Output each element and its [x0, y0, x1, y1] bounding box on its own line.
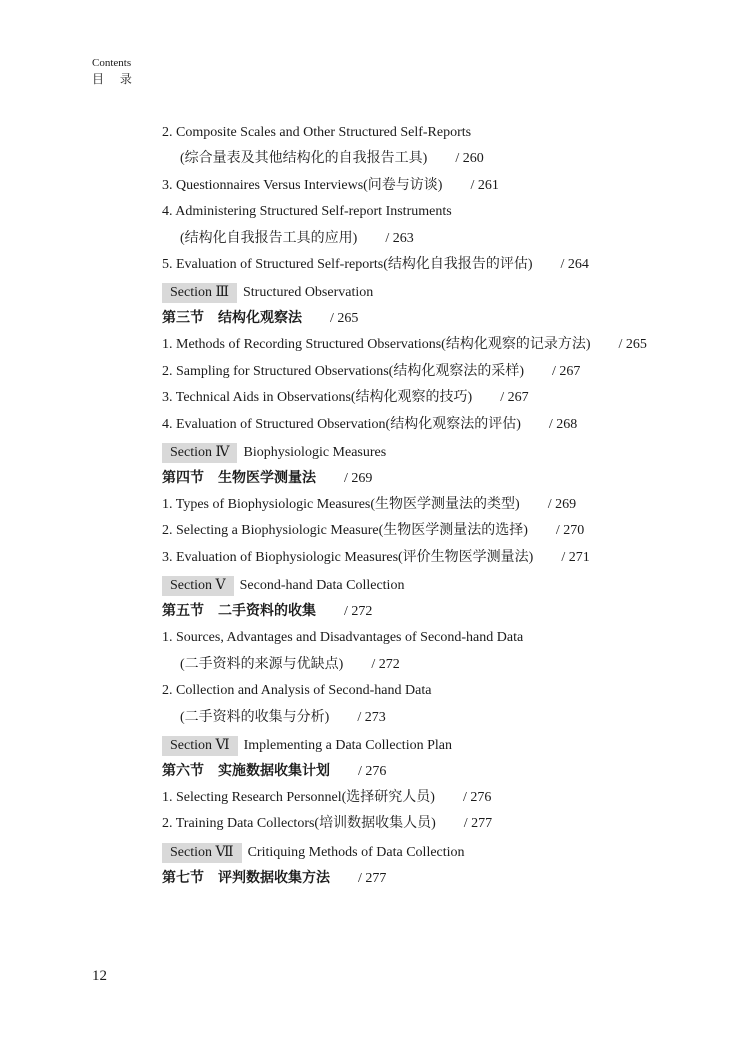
- chapter-heading: [162, 466, 672, 492]
- page-ref: / 267: [552, 363, 581, 379]
- chapter-title: 结构化观察法: [218, 311, 302, 327]
- page-ref: / 277: [358, 870, 387, 886]
- page-number: 12: [92, 968, 107, 984]
- running-head: [92, 56, 138, 88]
- toc-item-text: 3. Questionnaires Versus Interviews(问卷与访谈): [162, 177, 443, 193]
- chapter-heading: [162, 759, 672, 785]
- toc-item-text: 2. Collection and Analysis of Second-hand Data: [162, 683, 432, 699]
- section-badge: Section Ⅴ: [162, 576, 234, 596]
- page-ref: / 270: [555, 523, 585, 539]
- toc-item: [162, 625, 672, 651]
- toc-item: [162, 785, 672, 811]
- page-ref: / 260: [455, 151, 484, 167]
- section-title: Structured Observation: [243, 285, 374, 301]
- page-ref: / 272: [371, 656, 400, 672]
- toc-item: [162, 545, 672, 571]
- chapter-title: 生物医学测量法: [218, 471, 316, 487]
- toc-item-text: 3. Technical Aids in Observations(结构化观察的技巧): [162, 390, 473, 406]
- section-title: Critiquing Methods of Data Collection: [247, 844, 465, 860]
- toc-item-text: 4. Administering Structured Self-report Instruments: [162, 204, 452, 220]
- chapter-number: 第五节: [162, 604, 204, 620]
- page-ref: / 263: [385, 230, 414, 246]
- running-head-chinese: 目 录: [92, 72, 138, 86]
- toc-item: [162, 385, 672, 411]
- page-ref: / 269: [547, 497, 577, 513]
- page-ref: / 272: [344, 604, 373, 620]
- section-title: Biophysiologic Measures: [243, 445, 387, 461]
- section-badge: Section Ⅵ: [162, 736, 238, 756]
- page-ref: / 277: [463, 816, 493, 832]
- toc-item: [162, 199, 672, 225]
- toc-item-text: 4. Evaluation of Structured Observation(结构化观察法的评估): [162, 416, 521, 432]
- section-badge: Section Ⅲ: [162, 283, 237, 303]
- toc-item-text: (综合量表及其他结构化的自我报告工具): [180, 151, 428, 167]
- page-ref: / 276: [462, 789, 492, 805]
- page-ref: / 271: [561, 549, 590, 565]
- page-ref: / 276: [358, 763, 387, 779]
- toc-item-continuation: [162, 226, 672, 252]
- toc-item-continuation: [162, 705, 672, 731]
- page-ref: / 269: [344, 471, 373, 487]
- chapter-heading: [162, 599, 672, 625]
- section-heading: [162, 733, 672, 759]
- chapter-number: 第六节: [162, 763, 204, 779]
- chapter-number: 第七节: [162, 870, 204, 886]
- toc-item: [162, 678, 672, 704]
- toc-item: [162, 811, 672, 837]
- toc-item: [162, 252, 672, 278]
- toc-item-text: 1. Methods of Recording Structured Observations(结构化观察的记录方法): [162, 337, 591, 353]
- table-of-contents: [162, 120, 672, 892]
- section-heading: [162, 840, 672, 866]
- toc-item-text: (二手资料的收集与分析): [180, 709, 330, 725]
- toc-item-continuation: [162, 146, 672, 172]
- toc-item-text: 2. Sampling for Structured Observations(结构化观察法的采样): [162, 363, 525, 379]
- page-ref: / 261: [470, 177, 499, 193]
- chapter-heading: [162, 306, 672, 332]
- toc-item-text: 2. Composite Scales and Other Structured Self-Reports: [162, 125, 472, 140]
- chapter-title: 二手资料的收集: [218, 604, 316, 620]
- page-ref: / 267: [500, 390, 529, 406]
- chapter-title: 实施数据收集计划: [218, 763, 330, 779]
- section-heading: [162, 280, 672, 306]
- toc-item-text: (结构化自我报告工具的应用): [180, 230, 358, 246]
- page-ref: / 268: [548, 416, 578, 432]
- toc-item-text: 1. Types of Biophysiologic Measures(生物医学测量法的类型): [162, 497, 520, 513]
- chapter-number: 第三节: [162, 311, 204, 327]
- toc-item: [162, 492, 672, 518]
- toc-item: [162, 332, 672, 358]
- page-ref: / 265: [618, 337, 647, 353]
- toc-item-text: 2. Training Data Collectors(培训数据收集人员): [162, 816, 436, 832]
- page-ref: / 264: [560, 257, 589, 273]
- chapter-title: 评判数据收集方法: [218, 870, 330, 886]
- toc-item: [162, 412, 672, 438]
- page-ref: / 265: [330, 311, 359, 327]
- toc-item-text: 3. Evaluation of Biophysiologic Measures(评价生物医学测量法): [162, 549, 534, 565]
- section-heading: [162, 573, 672, 599]
- toc-item-text: 1. Selecting Research Personnel(选择研究人员): [162, 789, 435, 805]
- toc-item-text: (二手资料的来源与优缺点): [180, 656, 344, 672]
- section-title: Implementing a Data Collection Plan: [243, 737, 452, 753]
- toc-item-text: 1. Sources, Advantages and Disadvantages of Second-hand Data: [162, 630, 524, 646]
- toc-item: [162, 120, 672, 146]
- running-head-english: Contents: [92, 57, 132, 69]
- chapter-number: 第四节: [162, 471, 204, 487]
- toc-item-text: 5. Evaluation of Structured Self-reports(结构化自我报告的评估): [162, 257, 533, 273]
- section-title: Second-hand Data Collection: [239, 578, 405, 594]
- page-ref: / 273: [357, 709, 386, 725]
- toc-item: [162, 518, 672, 544]
- section-heading: [162, 440, 672, 466]
- toc-item: [162, 173, 672, 199]
- toc-item-continuation: [162, 652, 672, 678]
- section-badge: Section Ⅶ: [162, 843, 242, 863]
- section-badge: Section Ⅳ: [162, 443, 237, 463]
- chapter-heading: [162, 866, 672, 892]
- toc-item: [162, 359, 672, 385]
- toc-item-text: 2. Selecting a Biophysiologic Measure(生物医学测量法的选择): [162, 523, 528, 539]
